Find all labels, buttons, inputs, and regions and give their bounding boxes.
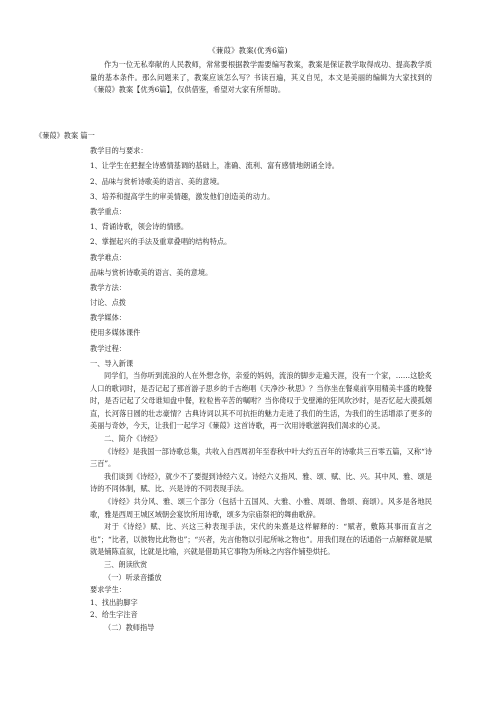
page-title: 《蒹葭》教案(优秀6篇) (208, 46, 288, 55)
text-line: 教学方法： (90, 282, 126, 292)
intro-text: 作为一位无私奉献的人民教师，常常要根据教学需要编写教案，教案是保证教学取得成功、提高教学质量的基本条件。那么问题来了，教案应该怎么写？书读百遍，其义自见，本文是美丽的编辑为大家找到的《蒹葭》教案【优秀6篇】，仅供借鉴，希望对大家有所帮助。 (90, 60, 432, 95)
text-line: 一、导入新课 (90, 358, 134, 368)
text-line: 讨论、点拨 (90, 298, 126, 308)
text-line: 教学目的与要求： (90, 146, 148, 156)
text-line: 3、培养和提高学生的审美情趣，激发他们创造美的动力。 (90, 191, 275, 201)
text-line: （一）听录音播放 (104, 572, 162, 582)
text-line: 要求学生： (90, 585, 126, 595)
text-line: 教学媒体： (90, 313, 126, 323)
text-line: 1、找出韵脚字 (90, 597, 138, 607)
body-paragraph: 《诗经》是我国一部诗歌总集，共收入自西周初年至春秋中叶大约五百年的诗歌共三百零五篇，又称“诗三百”。 (90, 446, 432, 469)
text-line: 2、给生字注音 (90, 610, 138, 620)
text-line: 教学重点： (90, 206, 126, 216)
body-paragraph: 我们谈到《诗经》，就少不了要提到诗经六义。诗经六义指风、雅、颂、赋、比、兴。其中风、雅、颂是诗的不同体制，赋、比、兴是诗的不同表现手法。 (90, 471, 432, 494)
section-heading: 《蒹葭》教案 篇一 (35, 131, 95, 140)
text-line: 2、掌握起兴的手法及重章叠唱的结构特点。 (90, 237, 232, 247)
text-line: 1、背诵诗歌，领会诗的情感。 (90, 222, 189, 232)
section-heading: 二、简介《诗经》 (104, 433, 162, 443)
lesson-plan-section (35, 128, 432, 371)
text-line: 使用多媒体课件 (90, 328, 141, 338)
body-paragraph: 同学们，当你听到流浪的人在外想念你，亲爱的妈妈，流浪的脚步走遍天涯，没有一个家，……这脍炙人口的歌词时，是否记起了那首游子思乡的千古绝唱《天净沙·秋思》？当你坐在餐桌前享用精美丰盛的晚餐时，是否记起了父母谁知盘中餐，粒粒皆辛苦的嘱咐？当你倚叹于戈壁滩的狂风吹沙时，是否忆起大漠孤烟直，长河落日圆的壮志豪情？古典诗词以其不可抗拒的魅力走进了我们的生活，为我们的生活增添了更多的美丽与奇妙，今天，让我们一起学习《蒹葭》这首诗歌，再一次用诗歌滋润我们渴求的心灵。 (90, 371, 432, 431)
text-line: （二）教师指导 (104, 622, 155, 632)
text-line: 1、让学生在把握全诗感情基调的基础上，准确、流利、富有感情地朗诵全诗。 (90, 161, 339, 171)
text-line: 教学过程： (90, 343, 126, 353)
text-line: 教学难点： (90, 252, 126, 262)
body-paragraph: 对于《诗经》赋、比、兴这三种表现手法，宋代的朱熹是这样解释的：“赋者，敷陈其事而直言之也”；“比者，以彼物比此物也”；“兴者，先言他物以引起所咏之物也”。用我们现在的话通俗一点解释就是赋就是铺陈直叙，比就是比喻，兴就是借助其它事物为所咏之内容作铺垫烘托。 (90, 522, 432, 557)
intro-paragraph (90, 59, 432, 97)
body-paragraph: 《诗经》共分风、雅、颂三个部分（包括十五国风、大雅、小雅、周颂、鲁颂、商颂）。风多是各地民歌，雅是西周王城区域朝会宴饮所用诗歌，颂多为宗庙祭祀的舞曲歌辞。 (90, 496, 432, 519)
section-heading: 三、朗读欣赏 (104, 559, 148, 569)
text-line: 品味与赏析诗歌美的语言、美的意境。 (90, 267, 213, 277)
body-paragraphs (90, 370, 432, 634)
text-line: 2、品味与赏析诗歌美的语言、美的意境。 (90, 176, 224, 186)
